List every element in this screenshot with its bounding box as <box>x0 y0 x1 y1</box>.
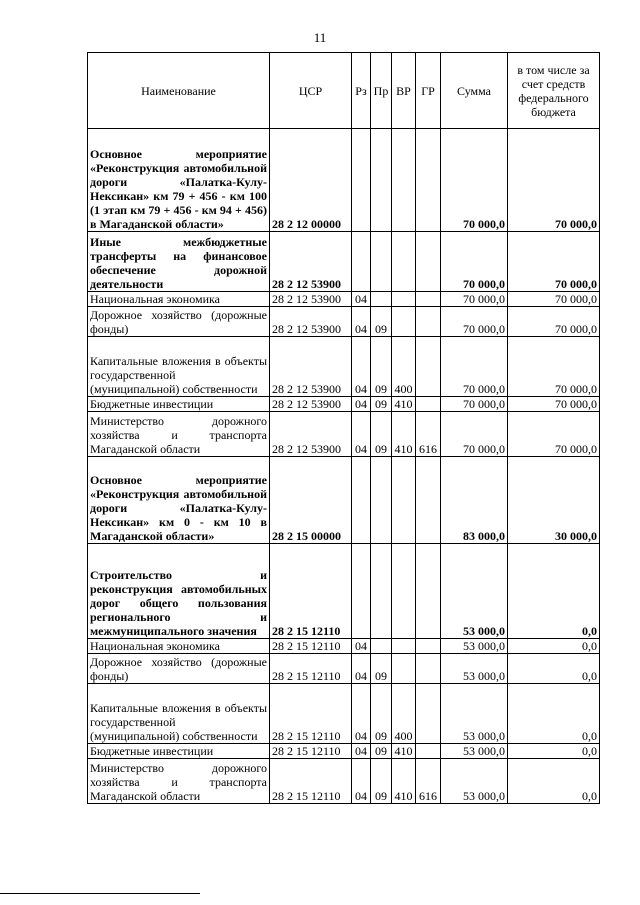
cell-vr <box>392 129 416 232</box>
table-row <box>88 639 600 654</box>
cell-csr: 28 2 15 12110 <box>270 654 352 684</box>
cell-sum: 70 000,0 <box>441 412 508 457</box>
cell-name: Капитальные вложения в объекты государственной (муниципальной) собственности <box>88 684 270 744</box>
cell-federal: 0,0 <box>508 684 600 744</box>
cell-gr <box>416 684 441 744</box>
cell-rz <box>352 232 371 292</box>
cell-csr: 28 2 12 53900 <box>270 337 352 397</box>
cell-name: Основное мероприятие «Реконструкция автомобильной дороги «Палатка-Кулу-Нексикан» км 79 + 456 - км 100 (1 этап км 79 + 456 - км 94 + 456) в Магаданской области» <box>88 129 270 232</box>
cell-name: Строительство и реконструкция автомобильных дорог общего пользования регионального и межмуниципального значения <box>88 544 270 639</box>
cell-name: Министерство дорожного хозяйства и транспорта Магаданской области <box>88 759 270 804</box>
cell-pr: 09 <box>371 654 392 684</box>
cell-federal: 70 000,0 <box>508 412 600 457</box>
cell-sum: 70 000,0 <box>441 129 508 232</box>
cell-csr: 28 2 12 53900 <box>270 412 352 457</box>
cell-rz: 04 <box>352 684 371 744</box>
cell-sum: 70 000,0 <box>441 337 508 397</box>
header-name: Наименование <box>88 53 270 129</box>
cell-vr: 410 <box>392 744 416 759</box>
cell-pr <box>371 457 392 544</box>
cell-vr: 410 <box>392 759 416 804</box>
cell-vr <box>392 232 416 292</box>
cell-name: Основное мероприятие «Реконструкция автомобильной дороги «Палатка-Кулу-Нексикан» км 0 - км 10 в Магаданской области» <box>88 457 270 544</box>
cell-gr <box>416 397 441 412</box>
cell-federal: 0,0 <box>508 544 600 639</box>
cell-vr <box>392 654 416 684</box>
header-sum: Сумма <box>441 53 508 129</box>
table-row <box>88 457 600 544</box>
cell-sum: 70 000,0 <box>441 232 508 292</box>
cell-vr: 400 <box>392 337 416 397</box>
cell-name: Дорожное хозяйство (дорожные фонды) <box>88 654 270 684</box>
cell-rz: 04 <box>352 744 371 759</box>
cell-vr: 410 <box>392 397 416 412</box>
cell-csr: 28 2 15 12110 <box>270 744 352 759</box>
cell-pr: 09 <box>371 307 392 337</box>
cell-federal: 70 000,0 <box>508 397 600 412</box>
cell-sum: 53 000,0 <box>441 744 508 759</box>
table-row <box>88 129 600 232</box>
header-vr: ВР <box>392 53 416 129</box>
table-row <box>88 307 600 337</box>
cell-vr: 410 <box>392 412 416 457</box>
cell-vr <box>392 307 416 337</box>
cell-vr: 400 <box>392 684 416 744</box>
cell-sum: 53 000,0 <box>441 654 508 684</box>
header-pr: Пр <box>371 53 392 129</box>
cell-name: Капитальные вложения в объекты государственной (муниципальной) собственности <box>88 337 270 397</box>
cell-federal: 70 000,0 <box>508 292 600 307</box>
header-csr: ЦСР <box>270 53 352 129</box>
cell-vr <box>392 457 416 544</box>
table-row <box>88 232 600 292</box>
cell-federal: 70 000,0 <box>508 307 600 337</box>
cell-pr: 09 <box>371 412 392 457</box>
cell-name: Дорожное хозяйство (дорожные фонды) <box>88 307 270 337</box>
cell-federal: 70 000,0 <box>508 337 600 397</box>
cell-sum: 53 000,0 <box>441 684 508 744</box>
cell-rz: 04 <box>352 292 371 307</box>
cell-name: Бюджетные инвестиции <box>88 397 270 412</box>
cell-federal: 0,0 <box>508 639 600 654</box>
cell-gr <box>416 544 441 639</box>
cell-pr <box>371 544 392 639</box>
cell-rz <box>352 544 371 639</box>
cell-rz <box>352 129 371 232</box>
cell-pr <box>371 232 392 292</box>
cell-vr <box>392 639 416 654</box>
table-row <box>88 744 600 759</box>
table-row <box>88 654 600 684</box>
budget-table <box>87 52 600 804</box>
cell-federal: 0,0 <box>508 759 600 804</box>
header-gr: ГР <box>416 53 441 129</box>
cell-sum: 53 000,0 <box>441 639 508 654</box>
cell-federal: 0,0 <box>508 654 600 684</box>
cell-sum: 83 000,0 <box>441 457 508 544</box>
cell-gr: 616 <box>416 412 441 457</box>
cell-rz: 04 <box>352 397 371 412</box>
cell-rz: 04 <box>352 639 371 654</box>
cell-name: Министерство дорожного хозяйства и транспорта Магаданской области <box>88 412 270 457</box>
cell-csr: 28 2 12 53900 <box>270 397 352 412</box>
cell-csr: 28 2 15 12110 <box>270 544 352 639</box>
cell-pr: 09 <box>371 684 392 744</box>
cell-gr <box>416 457 441 544</box>
cell-pr: 09 <box>371 337 392 397</box>
page-number: 11 <box>313 30 327 45</box>
cell-sum: 70 000,0 <box>441 307 508 337</box>
cell-rz: 04 <box>352 412 371 457</box>
header-federal: в том числе за счет средств федерального бюджета <box>508 53 600 129</box>
cell-pr: 09 <box>371 759 392 804</box>
cell-csr: 28 2 15 12110 <box>270 759 352 804</box>
cell-sum: 70 000,0 <box>441 292 508 307</box>
cell-gr <box>416 744 441 759</box>
cell-rz <box>352 457 371 544</box>
cell-sum: 53 000,0 <box>441 544 508 639</box>
cell-name: Иные межбюджетные трансферты на финансовое обеспечение дорожной деятельности <box>88 232 270 292</box>
table-row <box>88 544 600 639</box>
cell-gr: 616 <box>416 759 441 804</box>
cell-rz: 04 <box>352 759 371 804</box>
cell-sum: 53 000,0 <box>441 759 508 804</box>
cell-sum: 70 000,0 <box>441 397 508 412</box>
cell-csr: 28 2 12 53900 <box>270 307 352 337</box>
cell-federal: 30 000,0 <box>508 457 600 544</box>
cell-gr <box>416 307 441 337</box>
cell-csr: 28 2 12 53900 <box>270 232 352 292</box>
cell-federal: 70 000,0 <box>508 232 600 292</box>
cell-vr <box>392 544 416 639</box>
cell-rz: 04 <box>352 307 371 337</box>
cell-csr: 28 2 12 53900 <box>270 292 352 307</box>
table-row <box>88 684 600 744</box>
table-header-row <box>88 53 600 129</box>
cell-gr <box>416 129 441 232</box>
footer-line <box>0 893 200 894</box>
cell-pr <box>371 639 392 654</box>
cell-csr: 28 2 12 00000 <box>270 129 352 232</box>
table-row <box>88 337 600 397</box>
cell-pr <box>371 129 392 232</box>
cell-csr: 28 2 15 12110 <box>270 639 352 654</box>
cell-name: Национальная экономика <box>88 639 270 654</box>
cell-rz: 04 <box>352 337 371 397</box>
cell-pr: 09 <box>371 397 392 412</box>
cell-name: Национальная экономика <box>88 292 270 307</box>
cell-name: Бюджетные инвестиции <box>88 744 270 759</box>
cell-gr <box>416 337 441 397</box>
table-row <box>88 412 600 457</box>
cell-federal: 70 000,0 <box>508 129 600 232</box>
cell-csr: 28 2 15 12110 <box>270 684 352 744</box>
cell-rz: 04 <box>352 654 371 684</box>
table-row <box>88 397 600 412</box>
cell-pr <box>371 292 392 307</box>
cell-gr <box>416 232 441 292</box>
cell-gr <box>416 292 441 307</box>
cell-vr <box>392 292 416 307</box>
table-row <box>88 292 600 307</box>
cell-federal: 0,0 <box>508 744 600 759</box>
header-rz: Рз <box>352 53 371 129</box>
cell-pr: 09 <box>371 744 392 759</box>
cell-gr <box>416 654 441 684</box>
table-row <box>88 759 600 804</box>
cell-csr: 28 2 15 00000 <box>270 457 352 544</box>
cell-gr <box>416 639 441 654</box>
